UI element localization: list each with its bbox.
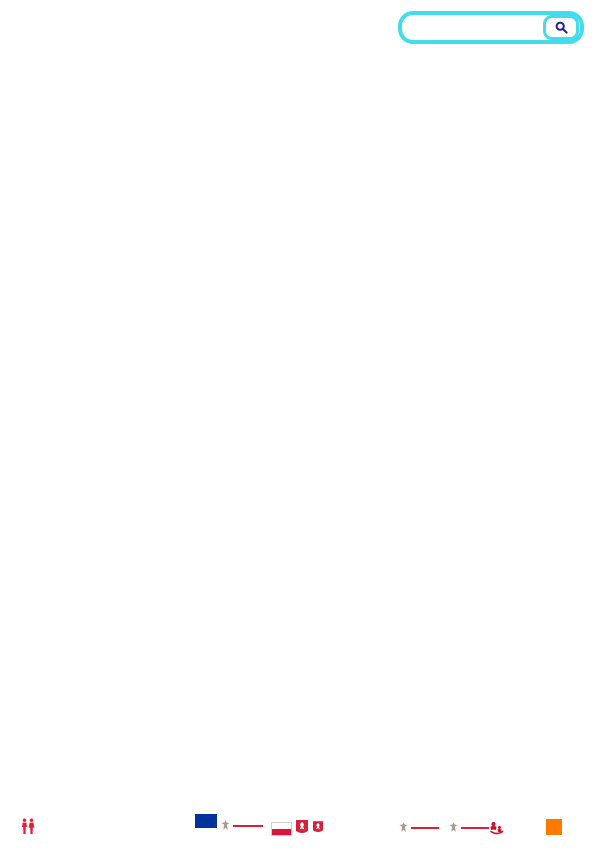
poland-emblem xyxy=(296,820,308,835)
pink-waves-decoration xyxy=(0,0,450,170)
logo-ministerstwo-cyfryzacji xyxy=(221,820,263,831)
orange-square-icon xyxy=(546,819,562,835)
minister-red-bar xyxy=(461,827,489,829)
footer-logos xyxy=(0,800,613,857)
poland-emblem-small-icon xyxy=(313,821,323,834)
eu-flag-icon xyxy=(195,814,217,828)
minister-red-bar xyxy=(411,827,439,829)
poland-flag xyxy=(271,822,292,836)
dbi-url-banner xyxy=(398,11,584,44)
logo-projekt-finansowany xyxy=(313,821,406,834)
ministry-red-bar xyxy=(233,825,263,827)
logo-rzecznik xyxy=(489,821,542,835)
fdds-children-icon xyxy=(21,818,35,835)
logo-minister-cyfryzacji xyxy=(399,822,441,833)
poland-flag-icon xyxy=(271,822,292,836)
poland-emblem-icon xyxy=(296,820,308,835)
search-icon-box xyxy=(543,15,579,40)
logo-minister-edukacji xyxy=(449,822,491,833)
rzecznik-icon xyxy=(489,821,505,835)
eagle-icon xyxy=(399,822,408,833)
eagle-icon xyxy=(449,822,458,833)
search-icon xyxy=(555,21,568,34)
logo-fundacja-orange xyxy=(546,819,565,835)
eagle-icon xyxy=(221,820,230,831)
logo-fdds xyxy=(21,818,64,835)
